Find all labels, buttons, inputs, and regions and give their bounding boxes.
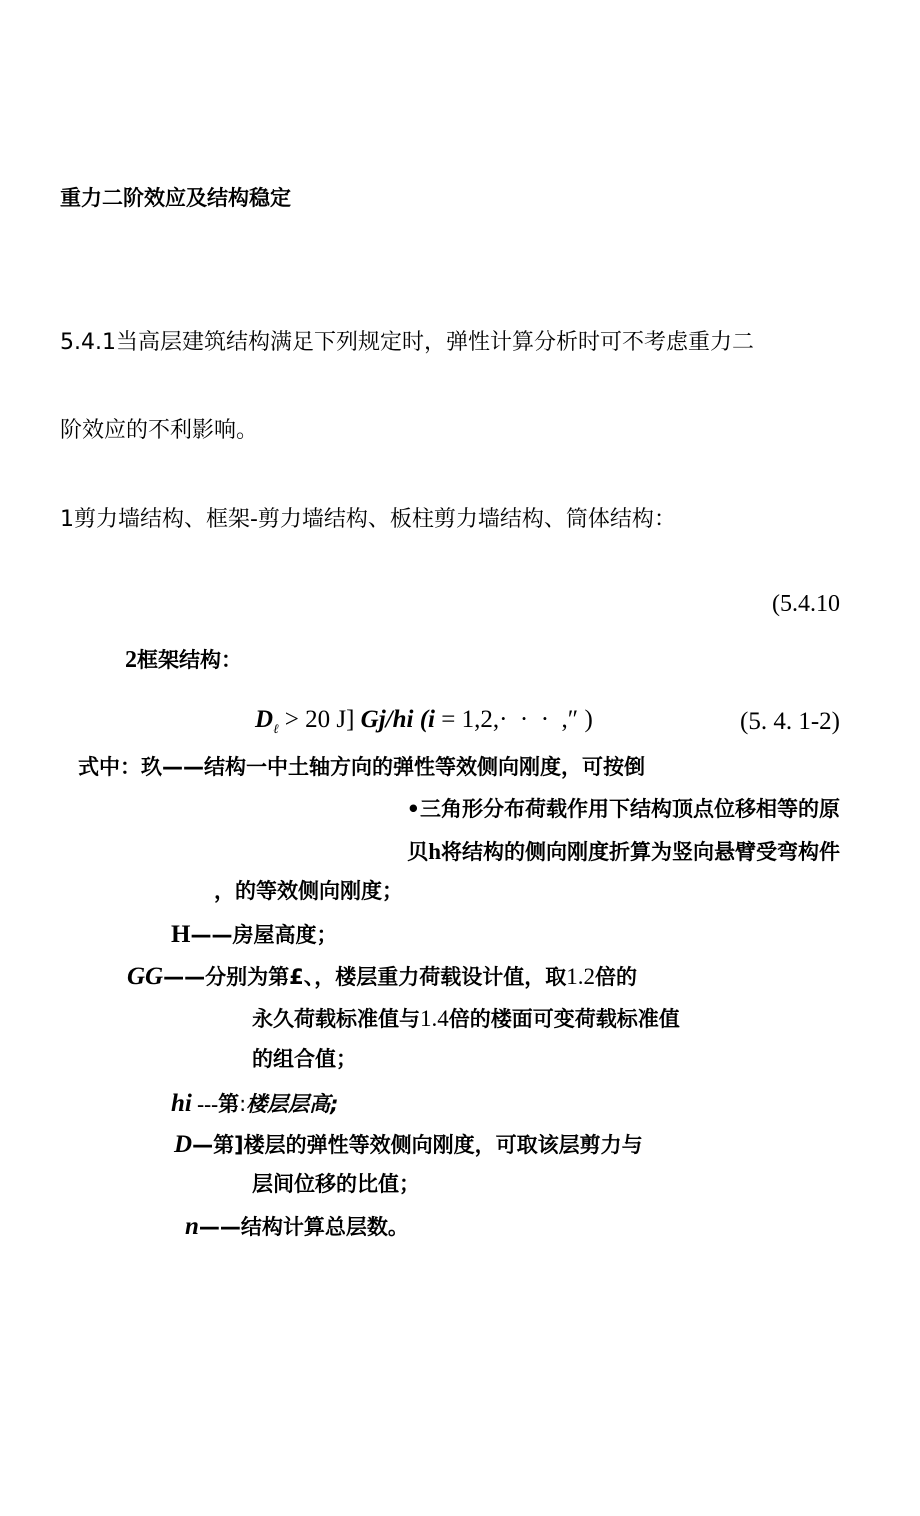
item-2-text: 框架结构： xyxy=(137,648,242,672)
definition-n-text: ——结构计算总层数。 xyxy=(198,1215,409,1239)
definition-hi-symbol: hi xyxy=(171,1090,192,1117)
definition-hi-text-a: 第 xyxy=(218,1092,240,1116)
definition-d1-line-3-b: h xyxy=(428,839,441,864)
formula-d-subscript: ℓ xyxy=(273,721,279,736)
definition-h xyxy=(171,920,337,950)
equation-number-5-4-1-2: (5. 4. 1-2) xyxy=(740,708,840,735)
definition-h-symbol: H xyxy=(171,921,191,948)
definition-g-text-b: 倍的 xyxy=(594,965,637,989)
item-2-number: 2 xyxy=(125,647,137,673)
definition-d1-line-3-c: 将结构的侧向刚度折算为竖向悬臂受弯构件 xyxy=(441,840,840,864)
formula-d-symbol: D xyxy=(255,706,274,733)
definition-d2-line-1 xyxy=(174,1130,643,1160)
definition-d2-text: —第]楼层的弹性等效侧向刚度，可取该层剪力与 xyxy=(192,1133,643,1157)
definition-g-factor-1-2: 1.2 xyxy=(566,964,595,989)
definition-hi xyxy=(171,1089,339,1119)
definition-d2-line-2: 层间位移的比值； xyxy=(252,1172,420,1196)
definition-d1-line-3-a: 贝 xyxy=(407,840,429,864)
definition-d1-line-3 xyxy=(407,838,840,866)
definition-d1-line-2: •三角形分布荷载作用下结构顶点位移相等的原 xyxy=(406,797,840,821)
definition-g-line-2-b: 倍的楼面可变荷载标准值 xyxy=(448,1007,680,1031)
definition-d2-symbol: D xyxy=(174,1131,193,1158)
definition-d1-line-1: 式中：玖——结构一中土轴方向的弹性等效侧向刚度，可按倒 xyxy=(78,755,645,779)
formula-index-i: (i xyxy=(413,706,435,733)
section-title: 重力二阶效应及结构稳定 xyxy=(60,186,291,210)
definition-n xyxy=(185,1212,409,1242)
definition-g-symbol: GG xyxy=(127,963,164,990)
definition-hi-text-b: : xyxy=(239,1092,247,1116)
definition-hi-text-c: 楼层层高; xyxy=(246,1092,339,1116)
equation-number-5-4-1-1: (5.4.10 xyxy=(772,591,840,617)
definition-g-text-a: ——分别为第£、，楼层重力荷载设计值，取 xyxy=(163,965,567,989)
formula-index-range: = 1,2,· · · ,″ ) xyxy=(434,706,593,733)
definition-g-line-2-a: 永久荷载标准值与 xyxy=(252,1007,420,1031)
item-1-text: 1剪力墙结构、框架-剪力墙结构、板柱剪力墙结构、筒体结构： xyxy=(60,507,676,532)
formula-gj-hi: Gj/hi xyxy=(360,706,414,733)
formula-5-4-1-2 xyxy=(255,705,593,737)
item-2-label xyxy=(125,646,242,675)
definition-g-line-3: 的组合值； xyxy=(252,1047,357,1071)
definition-g-factor-1-4: 1.4 xyxy=(420,1006,449,1031)
definition-h-text: ——房屋高度； xyxy=(190,923,338,947)
formula-inequality: > 20 J] xyxy=(278,706,361,733)
definition-n-symbol: n xyxy=(185,1213,199,1240)
clause-5-4-1-line-1: 5.4.1当高层建筑结构满足下列规定时，弹性计算分析时可不考虑重力二 xyxy=(60,330,754,355)
definition-d1-line-4: ，的等效侧向刚度； xyxy=(214,879,403,903)
clause-5-4-1-line-2: 阶效应的不利影响。 xyxy=(60,418,259,443)
definition-g-line-2 xyxy=(252,1005,680,1033)
definition-g-line-1 xyxy=(127,962,637,992)
definition-hi-dash: --- xyxy=(191,1092,219,1116)
